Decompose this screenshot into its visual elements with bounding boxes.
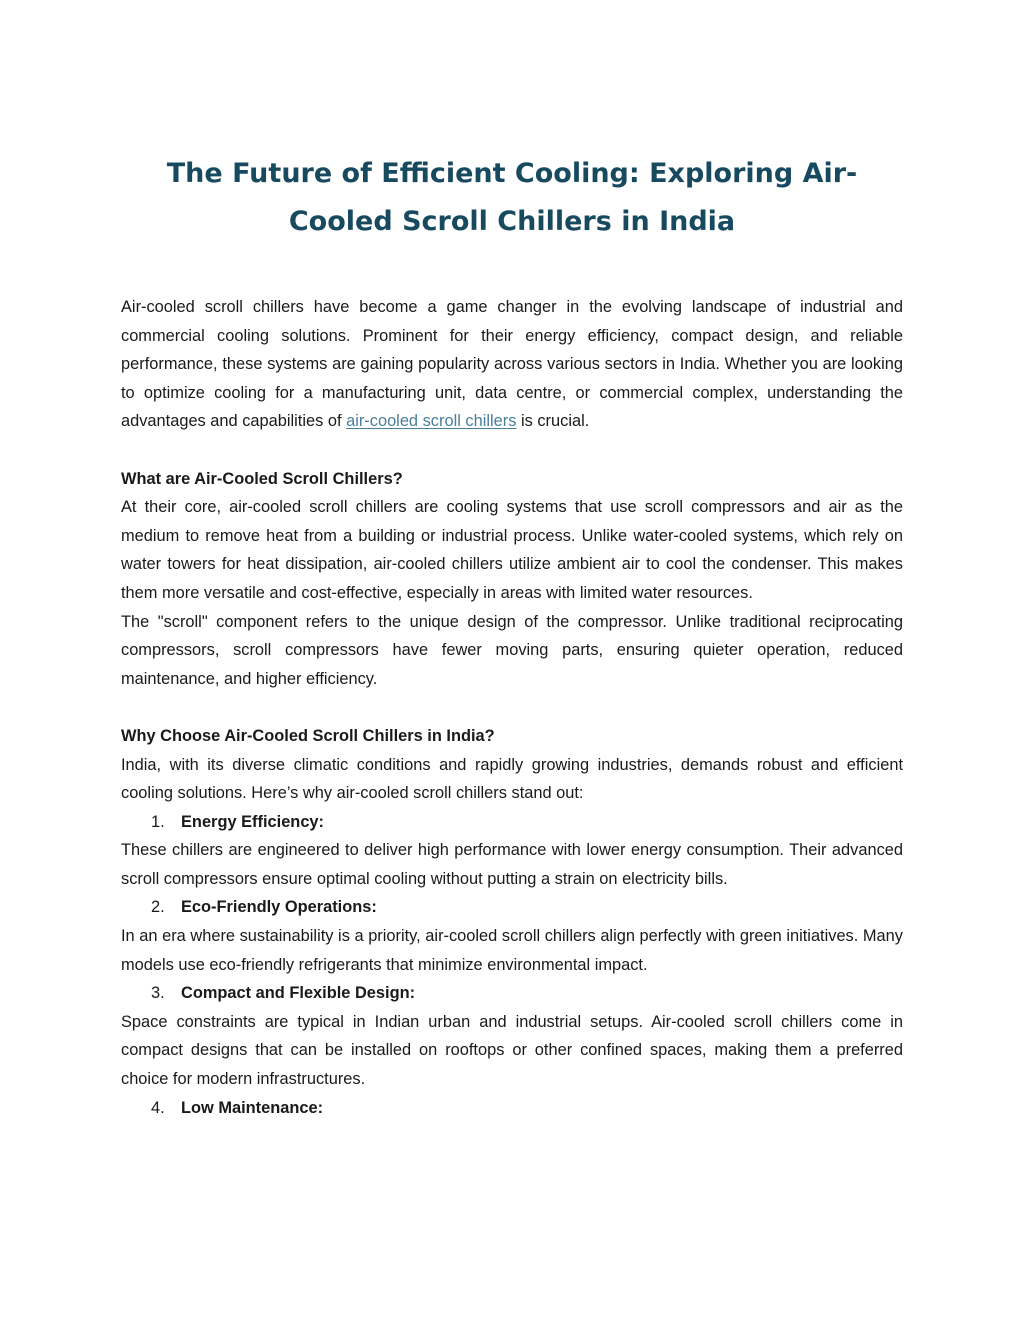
air-cooled-scroll-chillers-link[interactable]: air-cooled scroll chillers: [346, 412, 517, 431]
section2-intro-paragraph: India, with its diverse climatic conditions and rapidly growing industries, demands robust and efficient cooling solutions. Here’s why air-cooled scroll chillers stand out:: [121, 755, 903, 803]
list-item-label: Energy Efficiency:: [181, 812, 325, 831]
section-heading-why-choose: Why Choose Air-Cooled Scroll Chillers in India?: [121, 726, 495, 745]
list-item-label: Eco-Friendly Operations:: [181, 898, 377, 917]
page-title: The Future of Efficient Cooling: Exploring Air-Cooled Scroll Chillers in India: [166, 158, 858, 237]
list-item-description: In an era where sustainability is a priority, air-cooled scroll chillers align perfectly with green initiatives. Many models use eco-friendly refrigerants that minimize environmental impact.: [121, 927, 903, 974]
intro-paragraph: [121, 293, 903, 436]
list-item-compact-design: [121, 979, 903, 1008]
spacer: [121, 693, 903, 722]
spacer: [121, 436, 903, 465]
section1-paragraph-1: At their core, air-cooled scroll chillers are cooling systems that use scroll compressors and air as the medium to remove heat from a building or industrial process. Unlike water-cooled systems, which rely on water towers for heat dissipation, air-cooled chillers utilize ambient air to cool the condenser. This makes them more versatile and cost-effective, especially in areas with limited water resources.: [121, 498, 903, 602]
section-heading-what-are: What are Air-Cooled Scroll Chillers?: [121, 469, 403, 488]
list-number: 3.: [151, 984, 165, 1003]
list-number: 1.: [151, 812, 165, 831]
list-number: 2.: [151, 898, 165, 917]
list-item-energy-efficiency: [121, 808, 903, 837]
intro-text-after-link: is crucial.: [516, 412, 590, 431]
list-item-label: Compact and Flexible Design:: [181, 984, 416, 1003]
document-body: [121, 293, 903, 1122]
list-item-description: Space constraints are typical in Indian urban and industrial setups. Air-cooled scroll chillers come in compact designs that can be installed on rooftops or other confined spaces, making them a preferred choice for modern infrastructures.: [121, 1012, 903, 1089]
list-item-label: Low Maintenance:: [181, 1098, 324, 1117]
list-item-description: These chillers are engineered to deliver high performance with lower energy consumption. Their advanced scroll compressors ensure optimal cooling without putting a strain on electricity bills.: [121, 841, 903, 888]
intro-text-before-link: Air-cooled scroll chillers have become a game changer in the evolving landscape of industrial and commercial cooling solutions. Prominent for their energy efficiency, compact design, and reliable performance, these systems are gaining popularity across various sectors in India. Whether you are looking to optimize cooling for a manufacturing unit, data centre, or commercial complex, understanding the advantages and capabilities of: [121, 298, 903, 431]
section1-paragraph-2: The "scroll" component refers to the unique design of the compressor. Unlike traditional reciprocating compressors, scroll compressors have fewer moving parts, ensuring quieter operation, reduced maintenance, and higher efficiency.: [121, 612, 903, 688]
list-item-eco-friendly: [121, 893, 903, 922]
list-number: 4.: [151, 1098, 165, 1117]
list-item-low-maintenance: [121, 1094, 903, 1123]
